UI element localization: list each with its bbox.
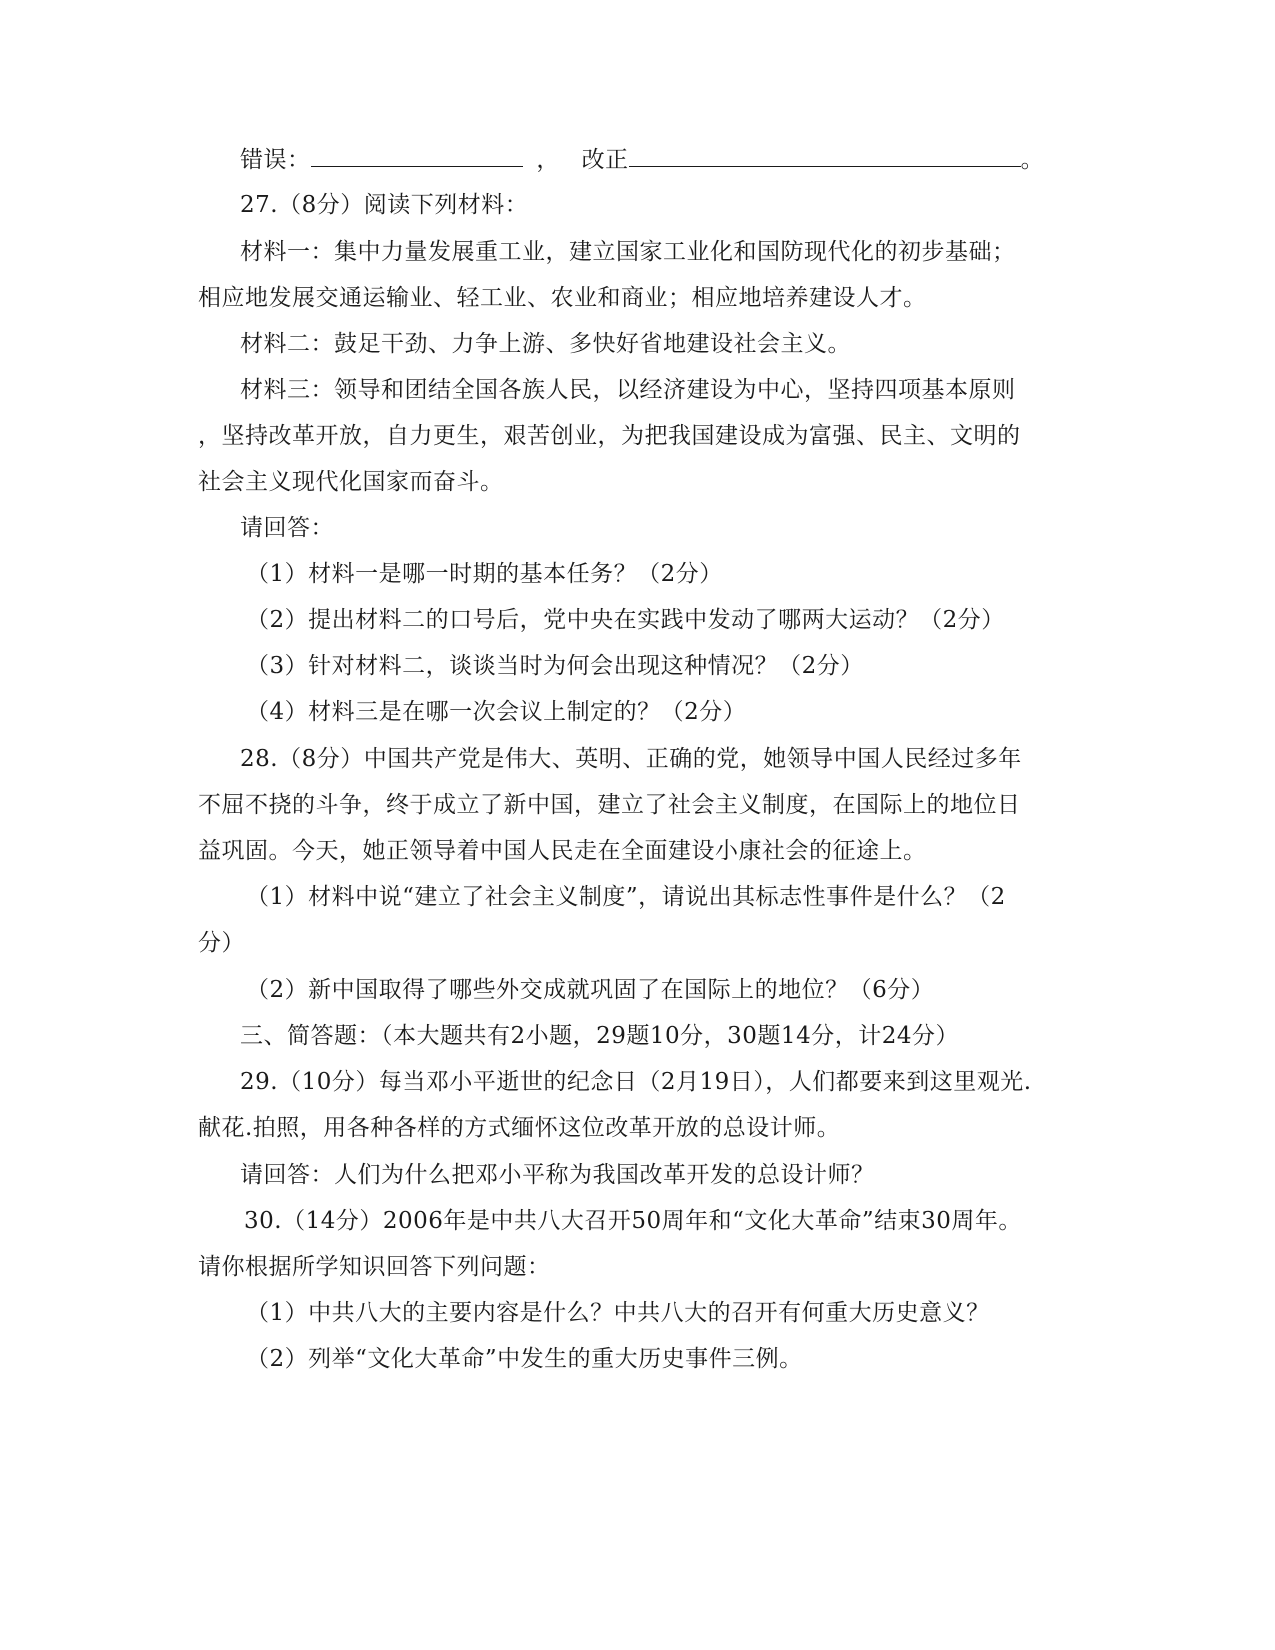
q30-line2: 请你根据所学知识回答下列问题： (198, 1254, 551, 1280)
q28-sub2: （2）新中国取得了哪些外交成就巩固了在国际上的地位？（6分） (246, 977, 935, 1003)
q27-material2: 材料二：鼓足干劲、力争上游、多快好省地建设社会主义。 (240, 331, 851, 357)
q29-prompt: 请回答：人们为什么把邓小平称为我国改革开发的总设计师？ (240, 1162, 875, 1188)
q27-prompt: 请回答： (240, 515, 334, 541)
q27-sub3: （3）针对材料二，谈谈当时为何会出现这种情况？（2分） (246, 653, 864, 679)
separator: ， (536, 147, 560, 173)
line-end: 。 (1020, 147, 1045, 173)
q27-heading: 27.（8分）阅读下列材料： (240, 192, 529, 218)
q30-sub2: （2）列举“文化大革命”中发生的重大历史事件三例。 (246, 1346, 803, 1372)
q28-sub1-line2: 分） (198, 930, 245, 956)
q27-sub2: （2）提出材料二的口号后，党中央在实践中发动了哪两大运动？（2分） (246, 607, 1005, 633)
error-answer-blank[interactable] (311, 144, 523, 167)
q27-material1-line1: 材料一：集中力量发展重工业，建立国家工业化和国防现代化的初步基础； (240, 239, 1016, 265)
error-correction-line (240, 144, 1120, 175)
q28-line3: 益巩固。今天，她正领导着中国人民走在全面建设小康社会的征途上。 (198, 838, 927, 864)
section3-heading: 三、简答题：（本大题共有2小题，29题10分，30题14分，计24分） (240, 1023, 959, 1049)
q30-sub1: （1）中共八大的主要内容是什么？中共八大的召开有何重大历史意义？ (246, 1300, 990, 1326)
q29-line2: 献花.拍照，用各种各样的方式缅怀这位改革开放的总设计师。 (198, 1115, 841, 1141)
error-label: 错误： (240, 147, 311, 173)
q27-sub1: （1）材料一是哪一时期的基本任务？（2分） (246, 561, 723, 587)
q27-material3-line3: 社会主义现代化国家而奋斗。 (198, 469, 504, 495)
q27-material3-line2: ，坚持改革开放，自力更生，艰苦创业，为把我国建设成为富强、民主、文明的 (198, 423, 1021, 449)
correction-label: 改正 (581, 147, 629, 173)
q27-sub4: （4）材料三是在哪一次会议上制定的？（2分） (246, 699, 747, 725)
q30-line1: 30.（14分）2006年是中共八大召开50周年和“文化大革命”结束30周年。 (244, 1208, 1022, 1234)
correction-answer-blank[interactable] (629, 144, 1021, 167)
q28-line2: 不屈不挠的斗争，终于成立了新中国，建立了社会主义制度，在国际上的地位日 (198, 792, 1021, 818)
q28-sub1-line1: （1）材料中说“建立了社会主义制度”，请说出其标志性事件是什么？（2 (246, 884, 1006, 910)
q28-line1: 28.（8分）中国共产党是伟大、英明、正确的党，她领导中国人民经过多年 (240, 746, 1022, 772)
q27-material1-line2: 相应地发展交通运输业、轻工业、农业和商业；相应地培养建设人才。 (198, 285, 927, 311)
q29-line1: 29.（10分）每当邓小平逝世的纪念日（2月19日），人们都要来到这里观光. (240, 1069, 1032, 1095)
q27-material3-line1: 材料三：领导和团结全国各族人民，以经济建设为中心，坚持四项基本原则 (240, 377, 1016, 403)
